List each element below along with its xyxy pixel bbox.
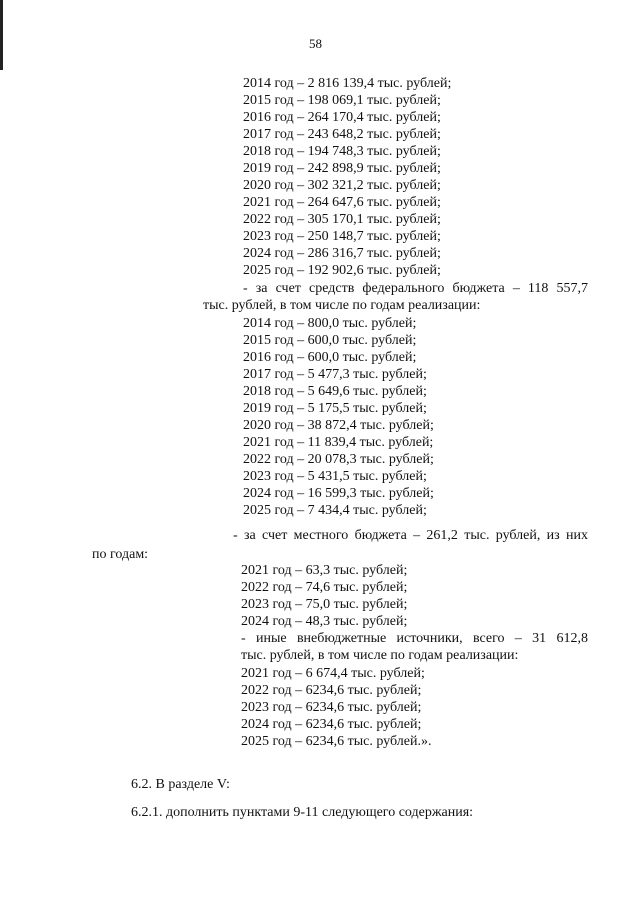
extra-year-2023: 2023 год – 6234,6 тыс. рублей;	[241, 700, 422, 715]
federal-year-2017: 2017 год – 5 477,3 тыс. рублей;	[243, 367, 427, 382]
extra-year-2024: 2024 год – 6234,6 тыс. рублей;	[241, 717, 422, 732]
federal-year-2025: 2025 год – 7 434,4 тыс. рублей;	[243, 503, 427, 518]
federal-year-2023: 2023 год – 5 431,5 тыс. рублей;	[243, 469, 427, 484]
federal-year-2016: 2016 год – 600,0 тыс. рублей;	[243, 350, 417, 365]
federal-year-2014: 2014 год – 800,0 тыс. рублей;	[243, 316, 417, 331]
local-heading-line1: - за счет местного бюджета – 261,2 тыс. рублей, из них	[233, 528, 588, 543]
local-year-2021: 2021 год – 63,3 тыс. рублей;	[241, 563, 408, 578]
federal-year-2015: 2015 год – 600,0 тыс. рублей;	[243, 333, 417, 348]
page-number: 58	[309, 36, 322, 51]
regional-year-2021: 2021 год – 264 647,6 тыс. рублей;	[243, 195, 441, 210]
extra-year-2025: 2025 год – 6234,6 тыс. рублей.».	[241, 734, 432, 749]
extra-heading-line1: - иные внебюджетные источники, всего – 31 612,8	[241, 631, 588, 646]
extra-heading-line2: тыс. рублей, в том числе по годам реализации:	[241, 648, 519, 663]
federal-year-2020: 2020 год – 38 872,4 тыс. рублей;	[243, 418, 434, 433]
regional-year-2023: 2023 год – 250 148,7 тыс. рублей;	[243, 229, 441, 244]
federal-heading-line1: - за счет средств федерального бюджета – 118 557,7	[243, 281, 588, 296]
scan-edge-mark	[0, 0, 3, 70]
regional-year-2016: 2016 год – 264 170,4 тыс. рублей;	[243, 110, 441, 125]
local-year-2022: 2022 год – 74,6 тыс. рублей;	[241, 580, 408, 595]
section-6-2-1: 6.2.1. дополнить пунктами 9-11 следующего содержания:	[131, 805, 474, 820]
federal-year-2018: 2018 год – 5 649,6 тыс. рублей;	[243, 384, 427, 399]
regional-year-2025: 2025 год – 192 902,6 тыс. рублей;	[243, 263, 441, 278]
section-6-2: 6.2. В разделе V:	[131, 777, 230, 792]
regional-year-2018: 2018 год – 194 748,3 тыс. рублей;	[243, 144, 441, 159]
local-heading-line2: по годам:	[92, 547, 149, 562]
federal-year-2019: 2019 год – 5 175,5 тыс. рублей;	[243, 401, 427, 416]
regional-year-2024: 2024 год – 286 316,7 тыс. рублей;	[243, 246, 441, 261]
federal-heading-line2: тыс. рублей, в том числе по годам реализации:	[203, 298, 481, 313]
federal-year-2024: 2024 год – 16 599,3 тыс. рублей;	[243, 486, 434, 501]
regional-year-2014: 2014 год – 2 816 139,4 тыс. рублей;	[243, 76, 452, 91]
local-year-2024: 2024 год – 48,3 тыс. рублей;	[241, 614, 408, 629]
federal-year-2021: 2021 год – 11 839,4 тыс. рублей;	[243, 435, 434, 450]
federal-year-2022: 2022 год – 20 078,3 тыс. рублей;	[243, 452, 434, 467]
regional-year-2020: 2020 год – 302 321,2 тыс. рублей;	[243, 178, 441, 193]
local-year-2023: 2023 год – 75,0 тыс. рублей;	[241, 597, 408, 612]
regional-year-2022: 2022 год – 305 170,1 тыс. рублей;	[243, 212, 441, 227]
regional-year-2017: 2017 год – 243 648,2 тыс. рублей;	[243, 127, 441, 142]
regional-year-2019: 2019 год – 242 898,9 тыс. рублей;	[243, 161, 441, 176]
extra-year-2022: 2022 год – 6234,6 тыс. рублей;	[241, 683, 422, 698]
regional-year-2015: 2015 год – 198 069,1 тыс. рублей;	[243, 93, 441, 108]
extra-year-2021: 2021 год – 6 674,4 тыс. рублей;	[241, 666, 425, 681]
